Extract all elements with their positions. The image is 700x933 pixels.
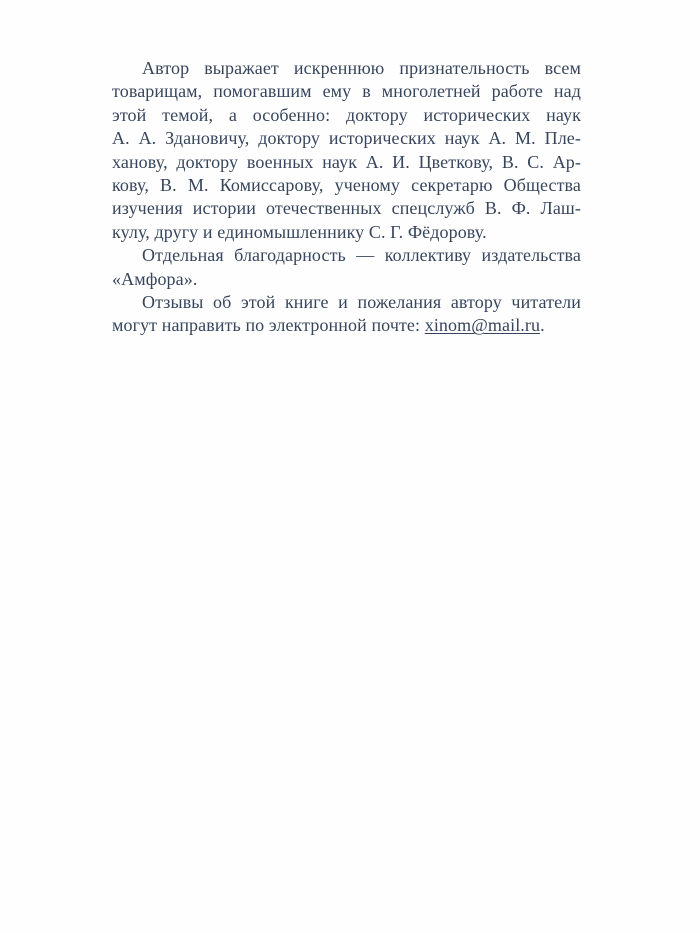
text-line: Автор выражает искреннюю признательность всем bbox=[142, 58, 581, 78]
text-segment: могут направить по электронной почте: bbox=[112, 315, 425, 336]
text-line: ханову, доктору военных наук А. И. Цветкову, В. С. Ар- bbox=[112, 151, 581, 172]
text-line bbox=[112, 314, 581, 337]
text-segment: . bbox=[540, 315, 545, 336]
text-line: Отдельная благодарность — коллективу издательства bbox=[142, 245, 581, 266]
text-line: изучения истории отечественных спецслужб В. Ф. Лаш- bbox=[112, 198, 581, 219]
text-line: А. А. Здановичу, доктору исторических наук А. М. Пле- bbox=[112, 128, 581, 149]
text-line: кулу, другу и единомышленнику С. Г. Фёдорову. bbox=[112, 221, 487, 242]
text-line: этой темой, а особенно: доктору исторических наук bbox=[112, 104, 581, 125]
acknowledgments-text bbox=[112, 57, 581, 338]
text-line: «Амфора». bbox=[112, 268, 198, 289]
email-link[interactable]: xinom@mail.ru bbox=[424, 315, 541, 336]
text-line: Отзывы об этой книге и пожелания автору читатели bbox=[142, 292, 581, 313]
text-line: кову, В. М. Комиссарову, ученому секретарю Общества bbox=[112, 175, 581, 196]
text-line: товарищам, помогавшим ему в многолетней работе над bbox=[112, 81, 581, 102]
